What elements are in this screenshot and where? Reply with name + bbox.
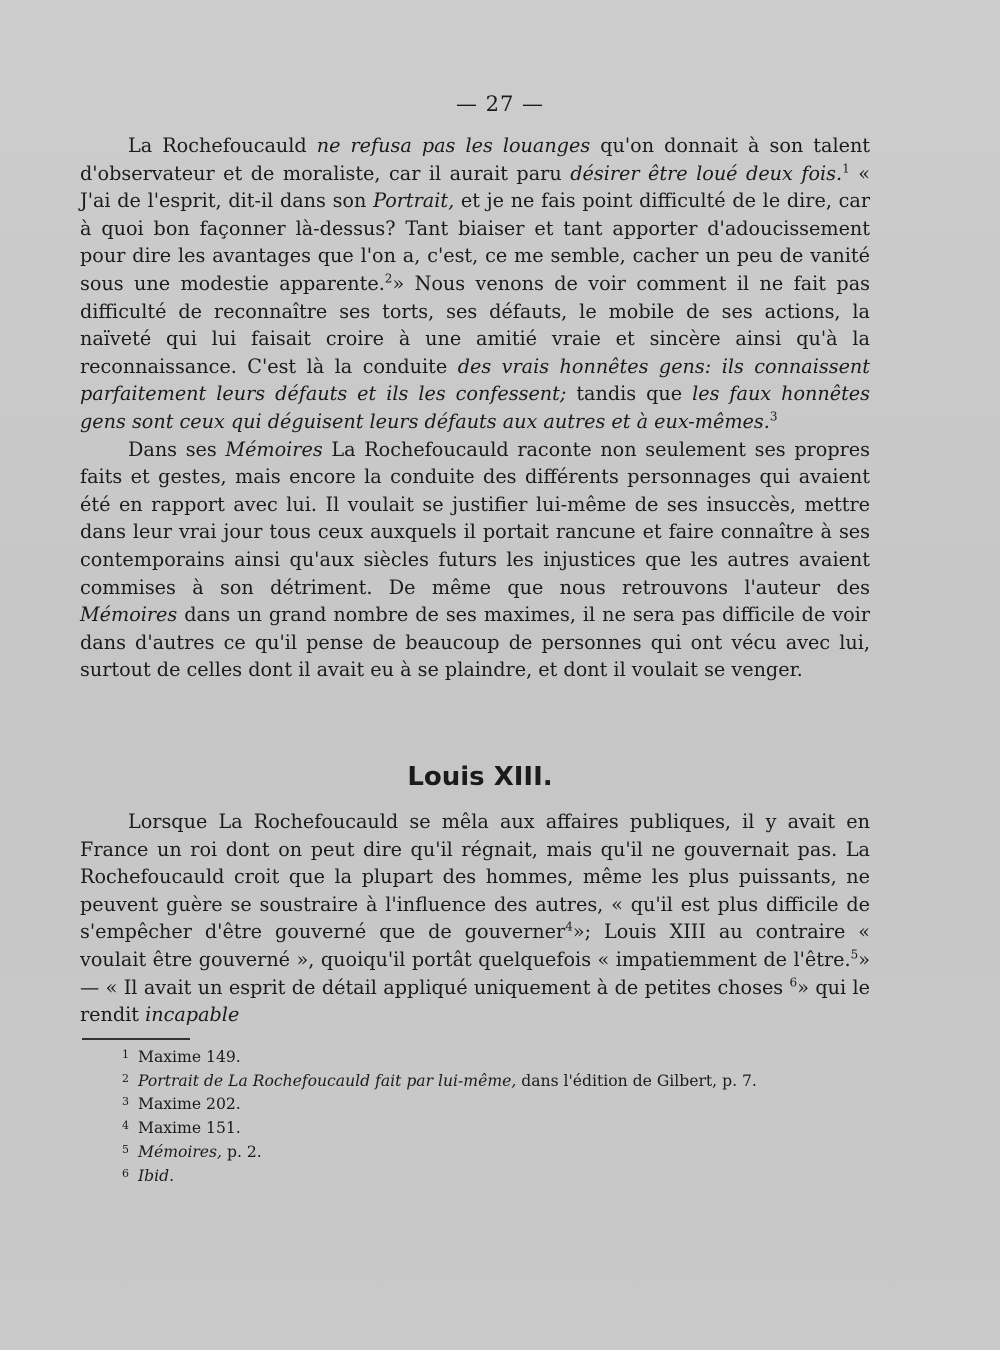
italic-text: Portrait, (373, 189, 455, 213)
italic-text: Ibid. (138, 1166, 175, 1185)
text-run: » — « Il avait un esprit de détail appliqué uniquement à de petites choses (80, 947, 870, 999)
text-run: La Rochefoucauld (128, 134, 317, 157)
footnote-reference: 4 (565, 919, 573, 934)
text-run: Maxime 151. (138, 1119, 241, 1138)
footnotes-list (122, 1046, 858, 1188)
footnote-mark: 4 (122, 1119, 129, 1133)
paragraph (80, 132, 870, 436)
italic-text: incapable (145, 1003, 240, 1027)
text-run: Dans ses (128, 437, 226, 461)
text-run: La Rochefoucauld raconte non seulement ses propres faits et gestes, mais encore la conduite des différents personnages qui avaient été en rapport avec lui. Il voulait se justifier lui-même de ses insuccès, mettre dans leur vrai jour tous ceux auxquels il portait rancune et faire connaître à ses contemporains ainsi qu'aux siècles futurs les injustices que les autres avaient commises à son détriment. De même que nous retrouvons l'auteur des (80, 437, 870, 599)
italic-text: des vrais honnêtes gens: ils connaissent parfaitement leurs défauts et ils les confessent; (80, 354, 870, 406)
footnote (122, 1117, 858, 1141)
text-run: dans un grand nombre de ses maximes, il ne sera pas difficile de voir dans d'autres ce qu'il pense de beaucoup de personnes qui ont vécu avec lui, surtout de celles dont il avait eu à se plaindre, et dont il voulait se venger. (80, 603, 870, 682)
footnote-mark: 2 (122, 1071, 129, 1085)
italic-text: les faux honnêtes gens sont ceux qui déguisent leurs défauts aux autres et à eux-mêmes. (80, 382, 870, 433)
footnote-mark: 6 (122, 1166, 129, 1180)
text-run: Lorsque La Rochefoucauld se mêla aux affaires publiques, il y avait en France un roi dont on peut dire qu'il régnait, mais qu'il ne gouvernait pas. La Rochefoucauld croit que la plupart des hommes, même les plus puissants, ne peuvent guère se soustraire à l'influence des autres, « qu'il est plus difficile de s'empêcher d'être gouverné que de gouverner (80, 810, 870, 944)
text-run: p. 2. (222, 1142, 262, 1161)
footnote-reference: 2 (384, 271, 393, 286)
footnote (122, 1165, 858, 1189)
text-run: » qui le rendit (80, 975, 870, 1027)
italic-text: Mémoires (80, 603, 178, 627)
footnote (122, 1093, 858, 1117)
text-block-lower (80, 808, 870, 1029)
text-run: et je ne fais point difficulté de le dire, car à quoi bon façonner là-dessus? Tant biaiser et tant apporter d'adoucissement pour dire les avantages que l'on a, c'est, ce me semble, cacher un peu de vanité sous une modestie apparente. (80, 189, 871, 295)
footnote-reference: 1 (842, 161, 850, 176)
footnote-reference: 5 (850, 947, 859, 962)
italic-text: Portrait de La Rochefoucauld fait par lui-même, (138, 1071, 517, 1090)
section-heading: Louis XIII. (407, 762, 553, 792)
text-block-upper (80, 132, 870, 684)
footnote (122, 1141, 858, 1165)
text-run: Maxime 202. (138, 1095, 241, 1114)
italic-text: Mémoires, (138, 1142, 222, 1161)
page-number: — 27 — (455, 92, 545, 116)
footnote-mark: 5 (122, 1142, 129, 1156)
paragraph (80, 436, 870, 684)
footnote-mark: 3 (122, 1095, 129, 1109)
text-run: qu'on donnait à son talent d'observateur et de moraliste, car il aurait paru (80, 134, 871, 185)
text-run: tandis que (566, 382, 693, 406)
italic-text: Mémoires (225, 437, 323, 461)
text-run: » Nous venons de voir comment il ne fait pas difficulté de reconnaître ses torts, ses défauts, le mobile de ses actions, la naïveté qui lui faisait croire à une amitié vraie et sincère ainsi qu'à la reconnaissance. C'est là la conduite (80, 271, 870, 378)
text-run: Maxime 149. (138, 1048, 241, 1066)
text-run: « J'ai de l'esprit, dit-il dans son (80, 161, 870, 213)
footnote-divider (82, 1038, 190, 1040)
footnote (122, 1070, 858, 1094)
text-run: »; Louis XIII au contraire « voulait être gouverné », quoiqu'il portât quelquefois « impatiemment de l'être. (80, 920, 870, 971)
italic-text: désirer être loué deux fois. (570, 161, 843, 185)
italic-text: ne refusa pas les louanges (316, 134, 591, 157)
text-run: dans l'édition de Gilbert, p. 7. (516, 1071, 757, 1090)
footnote (122, 1046, 858, 1070)
footnote-mark: 1 (122, 1048, 129, 1061)
footnote-reference: 6 (789, 975, 798, 990)
footnote-reference: 3 (769, 409, 778, 424)
paragraph (80, 808, 870, 1029)
